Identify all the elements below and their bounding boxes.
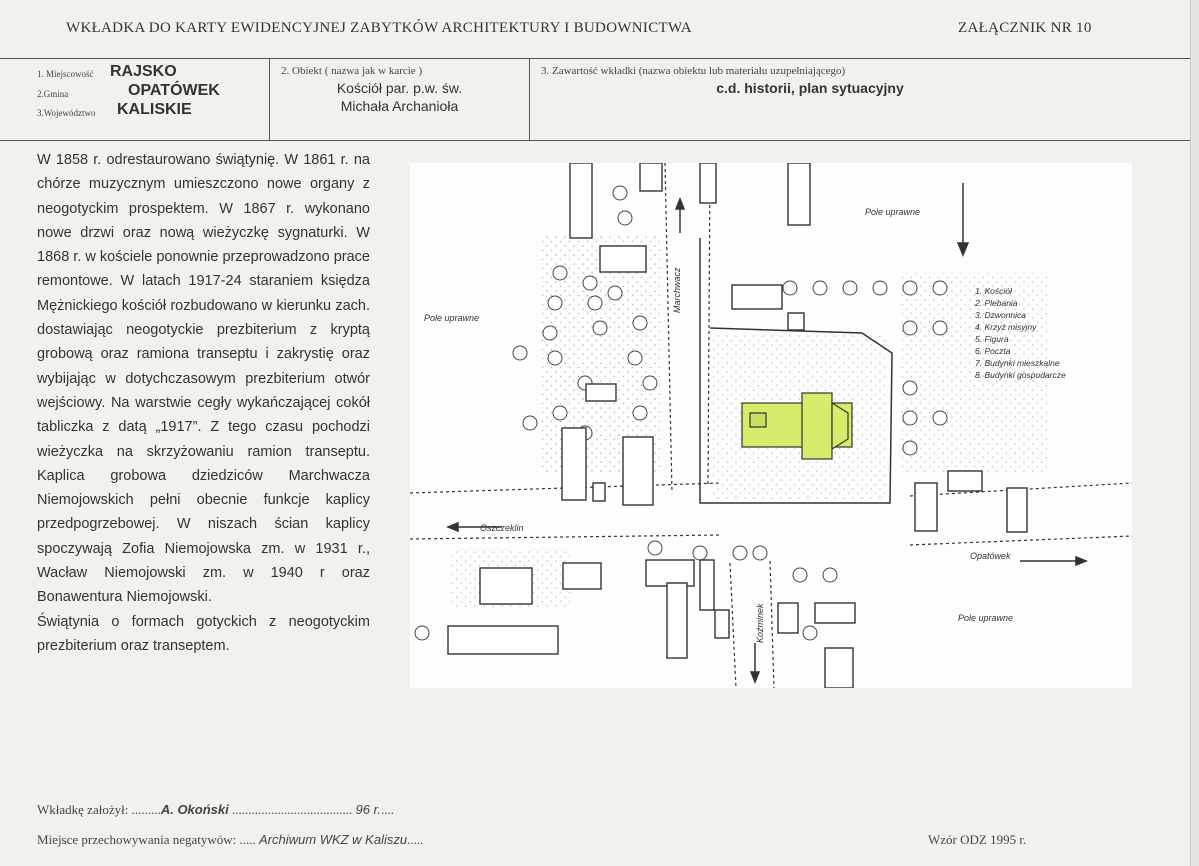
road-south-edge-left — [730, 563, 736, 688]
road-west-label: Oszczeklin — [480, 523, 524, 533]
top-rule — [0, 58, 1199, 59]
author-line: Wkładkę założył: .........A. Okoński ..................................... 96 r..... — [37, 802, 395, 817]
road-east-label: Opatówek — [970, 551, 1011, 561]
archive-value: Archiwum WKZ w Kaliszu — [259, 832, 408, 847]
legend-item-6: 6. Poczta — [975, 346, 1011, 356]
legend-item-4: 4. Krzyż misyjny — [975, 322, 1037, 332]
object-name-line1: Kościół par. p.w. św. — [336, 80, 463, 96]
object-label: 2. Obiekt ( nazwa jak w karcie ) — [281, 65, 423, 77]
road-east-edge-bottom — [910, 536, 1132, 545]
commune-value: OPATÓWEK — [128, 82, 220, 99]
history-paragraph-1: W 1858 r. odrestaurowano świątynię. W 1861 r. na chórze muzycznym umieszczono nowe organy z neogotyckim prospektem. W 1867 r. wykonano nowe drzwi oraz nową wieżyczkę sygnaturki. W 1868 r. w kościele ponownie przeprowadzono prace remontowe. W latach 1917-24 staraniem księdza Mężnickiego kościół rozbudowano w kierunku zach. dostawiając neogotyckie prezbiterium z kryptą grobową oraz ramiona transeptu i zakrystię oraz wybijając w dotychczasowym prezbiterium otwór wejściowy. Na warstwie cegły wykańczającej cokół tabliczka z datą „1917”. Z tego czasu pochodzi wieżyczka na skrzyżowaniu ramion transeptu. Kaplica grobowa dziedziców Marchwacza Niemojowskich pełni obecnie funkcje kaplicy przedpogrzebowej. W niszach ścian kaplicy spoczywają Zofia Niemojowska zm. w 1931 r., Wacław Niemojowski zm. w 1940 r oraz Bonawentura Niemojowski. — [37, 152, 370, 606]
commune-label: 2.Gmina — [37, 89, 69, 99]
road-south-edge-right — [770, 561, 774, 688]
object-name-line2: Michała Archanioła — [340, 98, 459, 114]
page-edge — [1190, 0, 1199, 866]
place-label: 1. Miejscowość — [37, 69, 94, 79]
archive-label: Miejsce przechowywania negatywów: — [37, 832, 237, 847]
legend-item-2: 2. Plebania — [975, 298, 1018, 308]
legend-item-8: 8. Budynki gospodarcze — [975, 370, 1066, 380]
year-value: 96 r. — [355, 802, 382, 817]
legend-item-3: 3. Dzwonnica — [975, 310, 1027, 320]
province-value: KALISKIE — [117, 101, 192, 118]
field-divider-2 — [529, 59, 530, 140]
field-divider-1 — [269, 59, 270, 140]
legend-item-1: 1. Kościół — [975, 286, 1012, 296]
field-w-label: Pole uprawne — [424, 313, 480, 323]
place-value: RAJSKO — [110, 63, 177, 80]
archive-line: Miejsce przechowywania negatywów: ..... Archiwum WKZ w Kaliszu..... — [37, 832, 424, 847]
road-north-edge-left — [665, 163, 672, 493]
road-north-label: Marchwacz — [672, 267, 682, 313]
road-south-label: Koźminek — [755, 603, 765, 643]
history-text — [37, 148, 370, 658]
document-title: WKŁADKA DO KARTY EWIDENCYJNEJ ZABYTKÓW ARCHITEKTURY I BUDOWNICTWA — [66, 20, 692, 36]
field-ne-label: Pole uprawne — [865, 207, 921, 217]
contents-label: 3. Zawartość wkładki (nazwa obiektu lub materiału uzupełniającego) — [541, 65, 846, 77]
form-code: Wzór ODZ 1995 r. — [928, 832, 1027, 847]
road-north-edge-right — [708, 163, 710, 485]
history-paragraph-2: Świątynia o formach gotyckich z neogotyckim prezbiterium oraz transeptem. — [37, 613, 370, 654]
author-value: A. Okoński — [160, 802, 229, 817]
author-label: Wkładkę założył: — [37, 802, 129, 817]
attachment-number: ZAŁĄCZNIK NR 10 — [958, 20, 1092, 36]
legend-item-5: 5. Figura — [975, 334, 1009, 344]
field-se-label: Pole uprawne — [958, 613, 1014, 623]
road-west-edge-bottom — [410, 535, 720, 539]
site-plan — [410, 163, 1132, 688]
province-label: 3.Województwo — [37, 108, 96, 118]
legend-item-7: 7. Budynki mieszkalne — [975, 358, 1060, 368]
contents-value: c.d. historii, plan sytuacyjny — [716, 80, 904, 96]
fields-bottom-rule — [0, 140, 1199, 141]
site-plan-svg — [410, 163, 1132, 688]
